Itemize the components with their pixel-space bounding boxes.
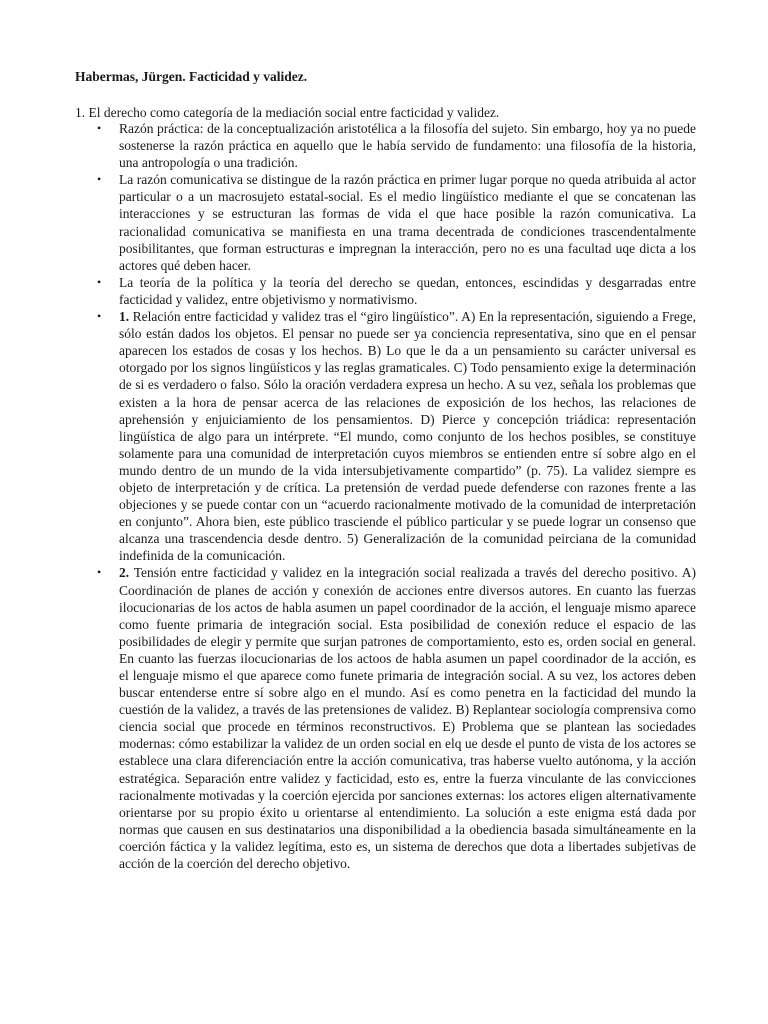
bullet-item	[94, 171, 696, 274]
bullet-text: La teoría de la política y la teoría del derecho se quedan, entonces, escindidas y desgarradas entre facticidad y validez, entre objetivismo y normativismo.	[119, 274, 696, 307]
bullet-item	[94, 564, 696, 872]
bullet-icon: •	[97, 565, 102, 580]
bullet-lead-number: 1.	[119, 309, 130, 325]
bullet-text	[119, 308, 696, 564]
section-heading: 1. El derecho como categoría de la mediación social entre facticidad y validez.	[75, 105, 500, 120]
bullet-body: Relación entre facticidad y validez tras el “giro lingüístico”. A) En la representación, siguiendo a Frege, sólo están dados los objetos. El pensar no puede ser ya conciencia representativa, sino que en el pensar aparecen los estados de cosas y los hechos. B) Lo que le da a un pensamiento su carácter universal es otorgado por los signos lingüísticos y las reglas gramaticales. C) Todo pensamiento exige la determinación de si es verdadero o falso. Sólo la oración verdadera expresa un hecho. A su vez, señala los problemas que existen a la hora de pensar acerca de las relaciones de exposición de los hechos, las relaciones de aprehensión y enjuiciamiento de los pensamientos. D) Pierce y concepción triádica: representación lingüística de algo para un intérprete. “El mundo, como conjunto de los hechos posibles, se constituye solamente para una comunidad de interpretación cuyos miembros se entienden entre sí sobre algo en el mundo dentro de un mundo de la vida intersubjetivamente compartido” (p. 75). La validez siempre es objeto de interpretación y de crítica. La pretensión de verdad puede defenderse con razones frente a las objeciones y se puede contar con un “acuerdo racionalmente motivado de la comunidad de interpretación en conjunto”. Ahora bien, este público trasciende el público particular y se puede lograr un consenso que alcanza una trascendencia desde dentro. 5) Generalización de la comunidad peirciana de la comunidad indefinida de la comunicación.	[119, 309, 696, 564]
bullet-list	[94, 120, 696, 872]
bullet-icon: •	[97, 309, 102, 324]
document-title: Habermas, Jürgen. Facticidad y validez.	[75, 69, 308, 84]
bullet-text: Razón práctica: de la conceptualización aristotélica a la filosofía del sujeto. Sin embargo, hoy ya no puede sostenerse la razón práctica en aquello que le había servido de fundamento: una filosofía de la historia, una antropología o una tradición.	[119, 121, 696, 171]
bullet-icon: •	[97, 121, 102, 135]
bullet-item	[94, 308, 696, 564]
bullet-icon: •	[97, 274, 102, 289]
bullet-lead-number: 2.	[119, 565, 130, 581]
bullet-icon: •	[97, 172, 102, 187]
bullet-body: Tensión entre facticidad y validez en la integración social realizada a través del derecho positivo. A) Coordinación de planes de acción y conexión de acciones entre diversos autores. En cuanto las fuerzas ilocucionarias de los actos de habla asumen un papel coordinador de la acción, el lenguaje mismo aparece como fuente primaria de integración social. Esta posibilidad de conexión reduce el espacio de las posibilidades de elegir y permite que surjan patrones de comportamiento, esto es, orden social en general. En cuanto las fuerzas ilocucionarias de los actoos de habla asumen un papel coordinador de la acción, es el lenguaje mismo el que aparece como funete primaria de integración social. A su vez, los actores deben buscar entenderse entre sí sobre algo en el mundo. Así es como penetra en la facticidad del mundo la cuestión de la validez, a través de las pretensiones de validez. B) Replantear sociología comprensiva como ciencia social que procede en términos reconstructivos. E) Problema que se plantean las sociedades modernas: cómo estabilizar la validez de un orden social en elq ue desde el punto de vista de los actores se establece una clara diferenciación entre la acción comunicativa, tras haberse vuelto autónoma, y la acción estratégica. Separación entre validez y facticidad, esto es, entre la fuerza vinculante de las convicciones racionalmente motivadas y la coerción ejercida por sanciones externas: los actores eligen alternativamente orientarse por su propio éxito u orientarse al entendimiento. La solución a este enigma está dada por normas que causen en sus destinatarios una disponibilidad a la obediencia basada simultáneamente en la coerción fáctica y la validez legítima, esto es, un sistema de derechos que dota a libertades subjetivas de acción de la coerción del derecho objetivo.	[119, 565, 697, 872]
bullet-text: La razón comunicativa se distingue de la razón práctica en primer lugar porque no queda atribuida al actor particular o a un macrosujeto estatal-social. Es el medio lingüístico mediante el que se concatenan las interacciones y se estructuran las formas de vida el que hace posible la razón comunicativa. La racionalidad comunicativa se manifiesta en una trama decentrada de condiciones trascendentalmente posibilitantes, que forman estructuras e impregnan la interacción, pero no es una facultad uqe dicta a los actores qué deben hacer.	[119, 172, 696, 273]
bullet-item	[94, 120, 696, 171]
bullet-item	[94, 274, 696, 308]
bullet-text	[119, 564, 696, 872]
